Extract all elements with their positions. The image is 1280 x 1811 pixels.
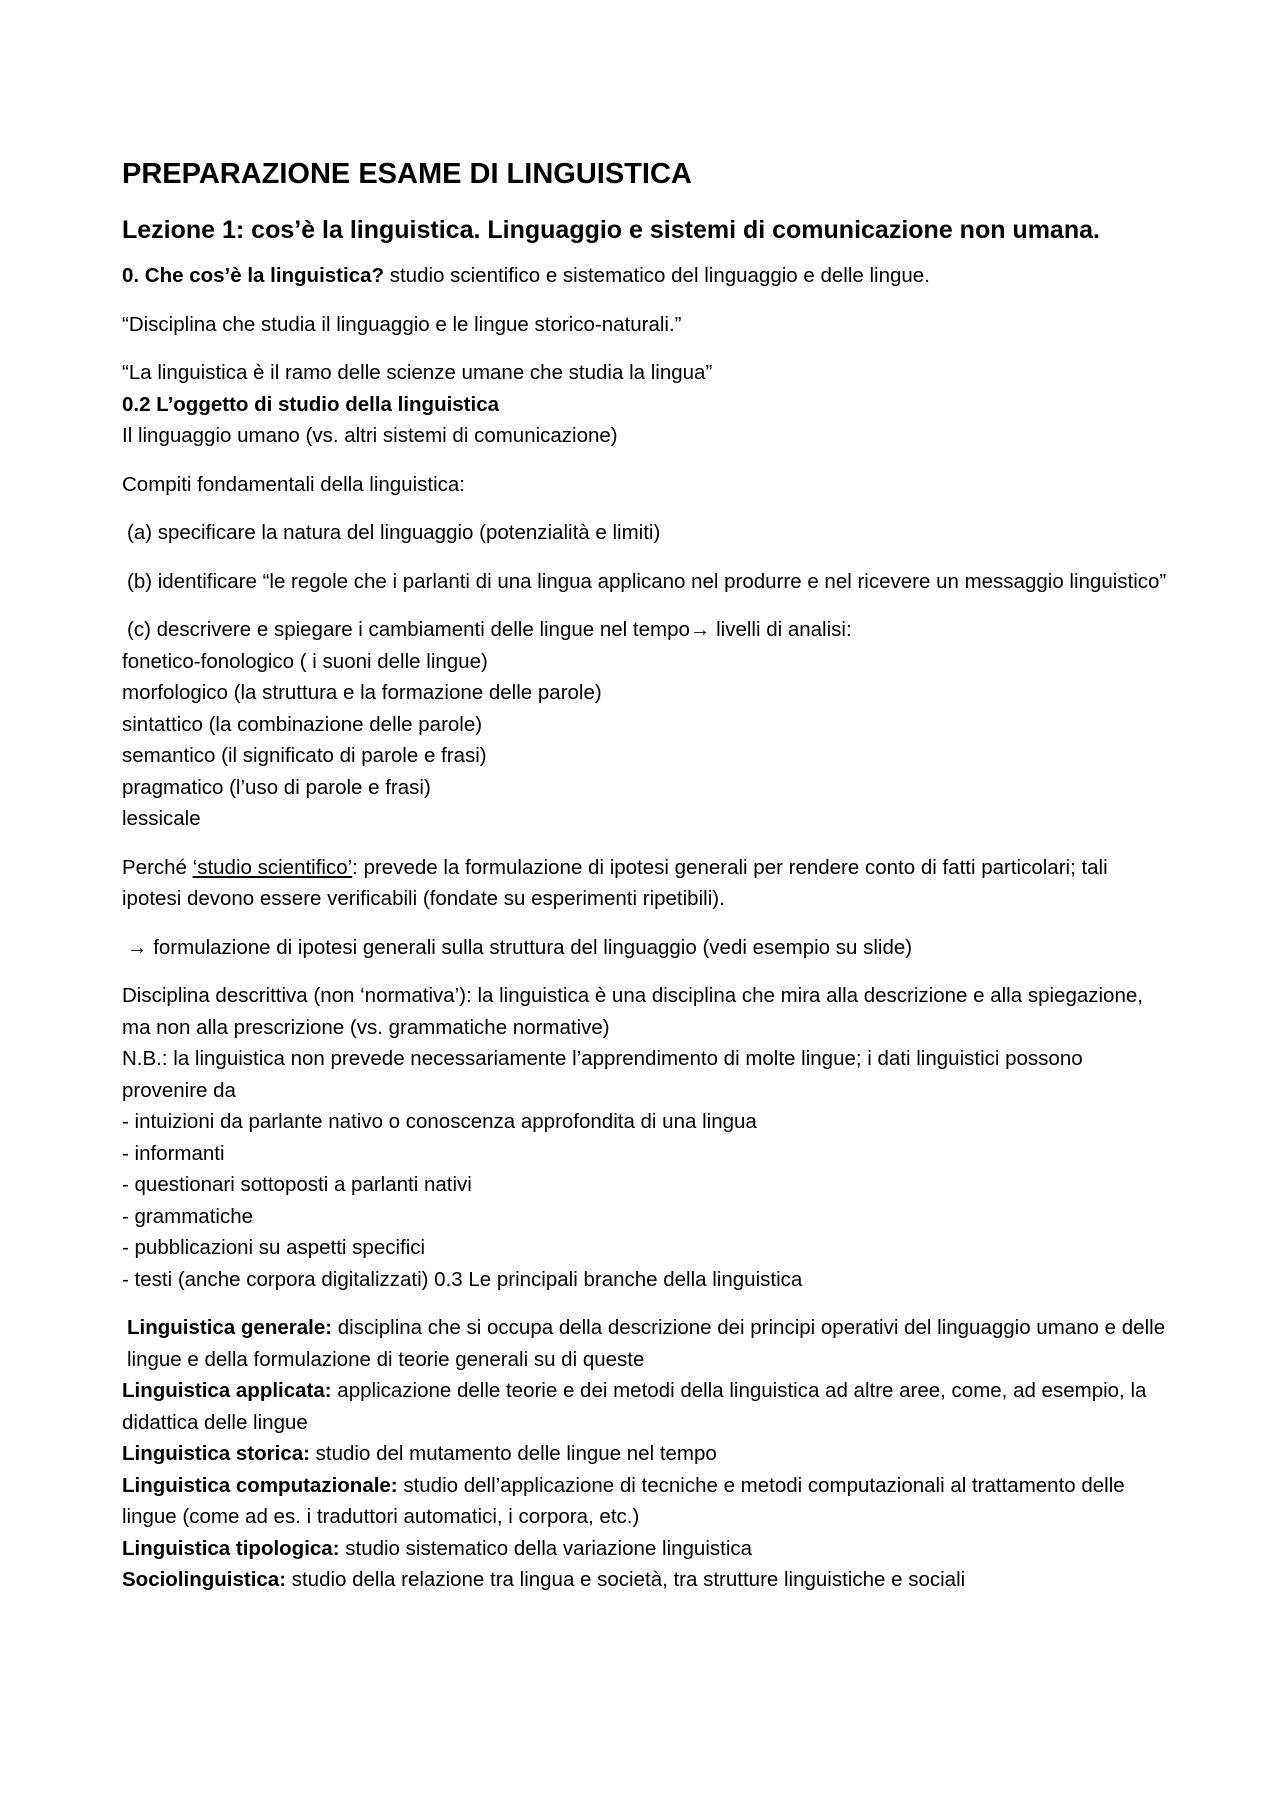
- quote-disciplina: “Disciplina che studia il linguaggio e le lingue storico-naturali.”: [122, 312, 682, 336]
- compiti-heading: Compiti fondamentali della linguistica:: [122, 472, 465, 496]
- branch-description: studio sistematico della variazione linguistica: [339, 1536, 753, 1560]
- branch-item: [122, 1438, 1172, 1470]
- data-source-item: - pubblicazioni su aspetti specifici: [122, 1236, 426, 1259]
- branch-label: Linguistica tipologica:: [122, 1536, 340, 1560]
- document-title: PREPARAZIONE ESAME DI LINGUISTICA: [122, 158, 692, 190]
- arrow-icon: →: [689, 618, 711, 641]
- branch-item: [122, 1470, 1172, 1533]
- branch-description: applicazione delle teorie e dei metodi della linguistica ad altre aree, come, ad esempio, la didattica delle lingue: [122, 1379, 1147, 1434]
- branch-item: [122, 1533, 1172, 1565]
- analysis-level-item: pragmatico (l’uso di parole e frasi): [122, 775, 431, 799]
- compito-c: (c) descrivere e spiegare i cambiamenti delle lingue nel tempo→ livelli di analisi:: [122, 614, 1172, 646]
- descrittiva-block: [122, 980, 1172, 1295]
- branch-label: Linguistica storica:: [122, 1442, 310, 1465]
- branch-description: studio del mutamento delle lingue nel tempo: [309, 1442, 717, 1465]
- branch-description: disciplina che si occupa della descrizione dei principi operativi del linguaggio umano e delle lingue e della formulazione di teorie generali su di queste: [127, 1316, 1166, 1371]
- formulazione-paragraph: → formulazione di ipotesi generali sulla struttura del linguaggio (vedi esempio su slide): [122, 932, 1172, 964]
- analysis-level-item: semantico (il significato di parole e frasi): [122, 744, 487, 767]
- analysis-level-item: sintattico (la combinazione delle parole): [122, 712, 483, 736]
- section-heading-0-2: 0.2 L’oggetto di studio della linguistica: [122, 392, 500, 416]
- data-source-item: - intuizioni da parlante nativo o conoscenza approfondita di una lingua: [122, 1110, 757, 1133]
- definition-paragraph: [122, 260, 1172, 292]
- analysis-level-item: lessicale: [122, 807, 201, 830]
- lesson-heading: Lezione 1: cos’è la linguistica. Linguaggio e sistemi di comunicazione non umana.: [122, 216, 1100, 244]
- analysis-level-item: fonetico-fonologico ( i suoni delle lingue): [122, 649, 488, 673]
- branch-label: Linguistica generale:: [127, 1316, 333, 1339]
- quote-ramo: “La linguistica è il ramo delle scienze umane che studia la lingua”: [122, 361, 713, 384]
- data-sources-list: [122, 1106, 1172, 1295]
- branch-item: [122, 1312, 1172, 1375]
- compito-b: (b) identificare “le regole che i parlanti di una lingua applicano nel produrre e nel ricevere un messaggio linguistico”: [127, 569, 1167, 593]
- data-source-item: - testi (anche corpora digitalizzati) 0.3 Le principali branche della linguistica: [122, 1267, 803, 1291]
- data-source-item: - grammatiche: [122, 1204, 254, 1228]
- data-source-item: - informanti: [122, 1141, 225, 1165]
- question-label: 0. Che cos’è la linguistica?: [122, 264, 385, 287]
- branch-description: studio dell’applicazione di tecniche e metodi computazionali al trattamento delle lingue (come ad es. i traduttori automatici, i corpora, etc.): [122, 1473, 1125, 1528]
- perche-paragraph: Perché ‘studio scientifico’: prevede la formulazione di ipotesi generali per rendere conto di fatti particolari; tali ipotesi devono essere verificabili (fondate su esperimenti ripetibili).: [122, 855, 1108, 910]
- analysis-levels-list: [122, 646, 1172, 835]
- nb-text: N.B.: la linguistica non prevede necessariamente l’apprendimento di molte lingue; i dati linguistici possono provenire da: [122, 1047, 1083, 1102]
- studio-scientifico-underlined: ‘studio scientifico’: [192, 855, 353, 879]
- branch-description: studio della relazione tra lingua e società, tra strutture linguistiche e sociali: [286, 1568, 966, 1591]
- branch-label: Linguistica computazionale:: [122, 1473, 398, 1497]
- branch-label: Linguistica applicata:: [122, 1379, 332, 1402]
- branch-label: Sociolinguistica:: [122, 1568, 287, 1591]
- section-0-2: [122, 357, 1172, 452]
- compito-a: (a) specificare la natura del linguaggio (potenzialità e limiti): [127, 521, 661, 544]
- definition-text: studio scientifico e sistematico del linguaggio e delle lingue.: [384, 264, 930, 287]
- document-body: [122, 154, 1172, 1613]
- branch-item: [122, 1564, 1172, 1596]
- branch-item: [122, 1375, 1172, 1438]
- object-of-study-text: Il linguaggio umano (vs. altri sistemi di comunicazione): [122, 424, 618, 447]
- descrittiva-text: Disciplina descrittiva (non ‘normativa’): la linguistica è una disciplina che mira alla descrizione e alla spiegazione, ma non alla prescrizione (vs. grammatiche normative): [122, 984, 1143, 1039]
- branches-list: [122, 1312, 1172, 1596]
- data-source-item: - questionari sottoposti a parlanti nativi: [122, 1173, 472, 1196]
- compito-c-block: [122, 614, 1172, 835]
- arrow-icon: →: [127, 935, 148, 959]
- analysis-level-item: morfologico (la struttura e la formazione delle parole): [122, 681, 602, 704]
